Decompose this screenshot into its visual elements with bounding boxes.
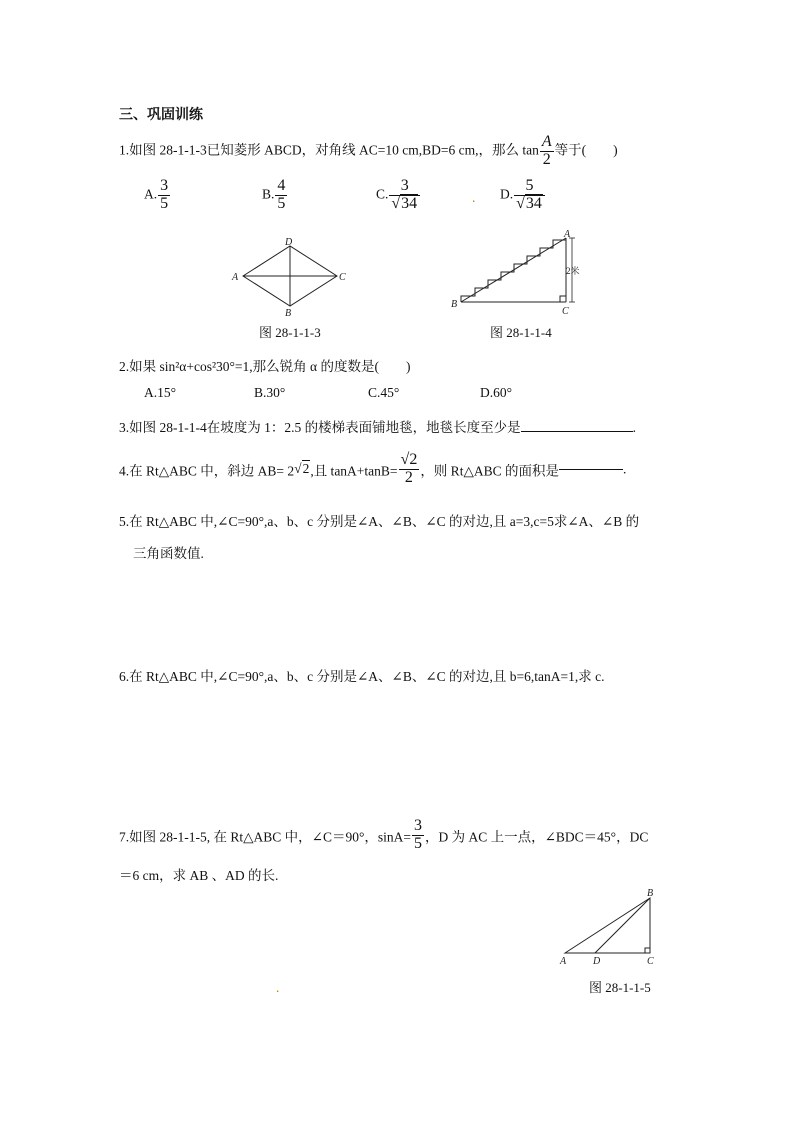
q4-fraction [399, 452, 420, 487]
q1-option-b [262, 178, 288, 213]
question-2: 2.如果 sin²α+cos²30°=1,那么锐角 α 的度数是( ) [119, 359, 411, 374]
triangle-segment-bd [595, 898, 650, 953]
q1-option-d-radicand: 34 [525, 194, 542, 212]
q4-part1: 4.在 Rt△ABC 中，斜边 AB= 2 [119, 463, 295, 479]
q1-option-c-den [389, 195, 420, 213]
q1-option-d [500, 178, 546, 213]
q1-option-b-num: 4 [277, 177, 286, 194]
stairs-figure [448, 230, 584, 318]
stairs-label-a: A [564, 230, 571, 240]
q1-option-b-den: 5 [277, 194, 286, 212]
triangle-figure [555, 888, 665, 968]
question-7-line1 [119, 818, 648, 853]
rhombus-label-d: D [285, 237, 293, 248]
stray-dot-1: . [472, 190, 476, 205]
q4-sqrt-radicand: 2 [302, 461, 310, 477]
triangle-label-a: A [560, 956, 567, 967]
q1-option-b-frac [275, 178, 287, 213]
q1-suffix: 等于( ) [554, 142, 618, 158]
q1-option-a-label: A. [144, 186, 158, 202]
triangle-label-b: B [647, 888, 654, 899]
q7-frac-den: 5 [413, 834, 422, 852]
q1-option-d-num: 5 [525, 177, 534, 194]
q1-stem: 如图 28-1-1-3已知菱形 ABCD，对角线 AC=10 cm,BD=6 cm,，那么 tan [129, 142, 539, 158]
stairs-height-label: 2米 [566, 266, 580, 276]
q4-frac-den: 2 [399, 469, 420, 487]
q4-frac-num: √2 [400, 451, 418, 468]
q1-option-c-num: 3 [400, 177, 409, 194]
fig-stairs-caption: 图 28-1-1-4 [490, 325, 552, 340]
q1-option-b-label: B. [262, 186, 275, 202]
triangle-label-c: C [647, 956, 654, 967]
q2-option-d: D.60° [480, 385, 513, 400]
q1-option-c-frac [389, 178, 420, 213]
rhombus-figure [228, 236, 358, 318]
q1-option-c-radicand: 34 [401, 194, 418, 212]
q1-option-a [144, 178, 171, 213]
q4-answer-blank[interactable] [559, 469, 623, 470]
triangle-abc [565, 898, 650, 953]
q1-fraction [540, 134, 554, 169]
rhombus-label-a: A [232, 272, 239, 283]
triangle-right-angle [645, 948, 650, 953]
q1-option-d-frac [514, 178, 545, 213]
question-6: 6.在 Rt△ABC 中,∠C=90°,a、b、c 分别是∠A、∠B、∠C 的对边,且 b=6,tanA=1,求 c. [119, 669, 605, 684]
triangle-label-d: D [593, 956, 601, 967]
q4-sqrt [294, 461, 310, 477]
q7-part2: ，D 为 AC 上一点，∠BDC＝45°，DC [424, 829, 649, 845]
q7-fraction [412, 818, 424, 853]
question-3 [119, 416, 636, 436]
sqrt-sign: √ [294, 461, 302, 477]
q3-answer-blank[interactable] [521, 431, 633, 432]
fig-rhombus-caption: 图 28-1-1-3 [259, 325, 321, 340]
stairs-label-b: B [451, 299, 458, 310]
q4-part3: ，则 Rt△ABC 的面积是 [420, 463, 559, 479]
question-7-line2: ＝6 cm，求 AB 、AD 的长. [119, 868, 279, 883]
stairs-right-angle [560, 296, 566, 302]
question-5-line2: 三角函数值. [133, 546, 204, 561]
q4-end: . [622, 461, 627, 477]
q1-option-c [376, 178, 421, 213]
q1-option-a-num: 3 [160, 177, 169, 194]
sqrt-sign: √ [391, 194, 401, 212]
q4-part2: ,且 tanA+tanB= [310, 463, 398, 479]
q1-option-c-label: C. [376, 186, 389, 202]
q1-option-a-den: 5 [160, 194, 169, 212]
stairs-label-c: C [562, 306, 569, 317]
section-title: 三、巩固训练 [119, 106, 203, 122]
q1-option-a-frac [158, 178, 170, 213]
stray-dot-2: . [276, 980, 280, 995]
question-4 [119, 452, 626, 487]
q2-option-c: C.45° [368, 385, 400, 400]
q2-option-a: A.15° [144, 385, 177, 400]
q1-option-d-label: D. [500, 186, 514, 202]
question-1 [119, 134, 618, 169]
q1-frac-num: A [541, 133, 552, 150]
q3-end: . [632, 420, 636, 435]
q1-option-d-den [514, 195, 545, 213]
sqrt-sign: √ [516, 194, 525, 212]
q1-frac-den: 2 [540, 151, 554, 169]
q3-text: 3.如图 28-1-1-4在坡度为 1：2.5 的楼梯表面铺地毯，地毯长度至少是 [119, 420, 521, 435]
q2-option-b: B.30° [254, 385, 286, 400]
fig-triangle-caption: 图 28-1-1-5 [589, 980, 651, 995]
question-5-line1: 5.在 Rt△ABC 中,∠C=90°,a、b、c 分别是∠A、∠B、∠C 的对边,且 a=3,c=5求∠A、∠B 的 [119, 514, 640, 529]
rhombus-label-c: C [339, 272, 346, 283]
rhombus-label-b: B [285, 308, 292, 318]
q7-frac-num: 3 [413, 817, 422, 834]
q7-part1: 7.如图 28-1-1-5, 在 Rt△ABC 中，∠C＝90°，sinA= [119, 829, 411, 845]
q1-text: 1. [119, 142, 130, 158]
